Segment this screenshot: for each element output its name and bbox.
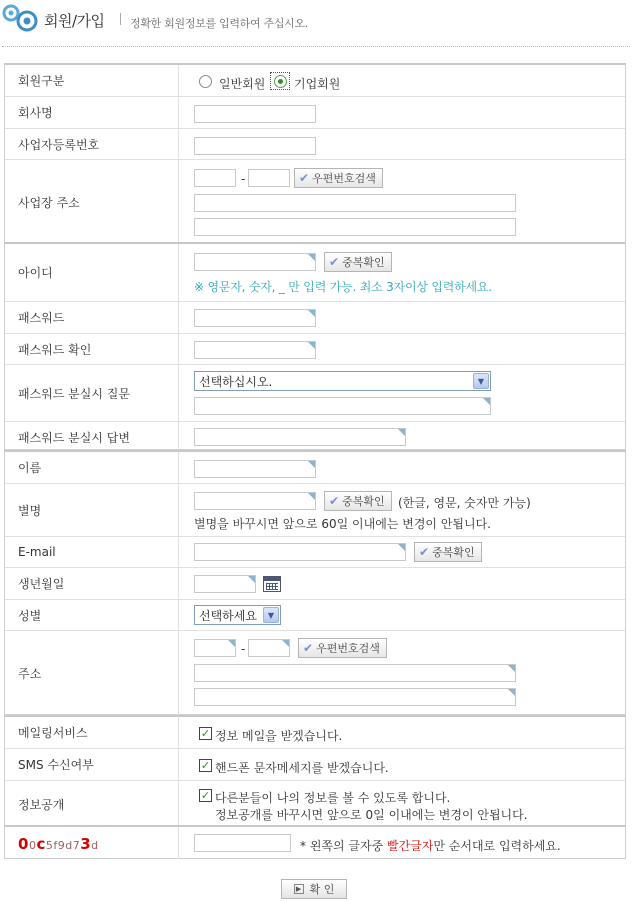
birthdate-input[interactable] <box>194 575 256 593</box>
header-divider <box>2 46 630 47</box>
chevron-down-icon: ▼ <box>473 373 489 389</box>
check-icon: ✔ <box>299 171 310 185</box>
address2-input[interactable] <box>194 688 516 706</box>
nickname-label: 별명 <box>5 484 179 536</box>
password-answer-input[interactable] <box>194 428 406 446</box>
sms-field <box>180 749 625 780</box>
public-info-row <box>5 780 625 827</box>
captcha-code <box>18 835 99 853</box>
password-field <box>180 302 625 333</box>
password-answer-label: 패스워드 분실시 답변 <box>5 422 179 452</box>
zip2-input[interactable] <box>248 639 290 657</box>
captcha-char-3: 5f9d7 <box>45 839 81 852</box>
captcha-section <box>4 825 626 859</box>
gender-select[interactable] <box>194 605 281 625</box>
public-info-label: 정보공개 <box>5 781 179 827</box>
birthdate-field <box>180 568 625 599</box>
captcha-char-0: 0 <box>18 835 29 853</box>
user-id-input[interactable] <box>194 253 316 271</box>
captcha-char-5: d <box>91 839 99 852</box>
nickname-check-button[interactable] <box>324 491 392 511</box>
company-name-row <box>5 96 625 128</box>
zip1-input[interactable] <box>194 639 236 657</box>
business-address-field <box>180 160 625 245</box>
user-id-check-label: 중복확인 <box>342 256 385 269</box>
business-zip-search-label: 우편번호검색 <box>312 172 376 185</box>
email-check-label: 중복확인 <box>432 546 475 559</box>
zip-search-label: 우편번호검색 <box>316 642 380 655</box>
password-question-row <box>5 364 625 421</box>
title-separator <box>120 13 121 25</box>
check-icon: ✔ <box>329 255 340 269</box>
gender-selected: 선택하세요 <box>199 608 257 623</box>
captcha-field <box>180 827 625 859</box>
member-type-field <box>180 65 625 96</box>
name-field <box>180 452 625 483</box>
nickname-row <box>5 483 625 536</box>
member-type-label: 회원구분 <box>5 65 179 96</box>
nickname-check-label: 중복확인 <box>342 495 385 508</box>
password-answer-field <box>180 422 625 452</box>
name-row <box>5 452 625 483</box>
radio-corporate-member[interactable] <box>274 75 287 88</box>
user-id-field <box>180 244 625 301</box>
mailing-field <box>180 717 625 748</box>
password-confirm-field <box>180 334 625 364</box>
check-icon: ✔ <box>419 545 430 559</box>
captcha-row <box>5 827 625 859</box>
page-subtitle: 정확한 회원정보를 입력하여 주십시오. <box>130 17 309 30</box>
chevron-down-icon: ▼ <box>263 607 279 623</box>
company-name-input[interactable] <box>194 105 316 123</box>
password-question-field <box>180 365 625 421</box>
business-address-row <box>5 159 625 245</box>
business-zip-search-button[interactable] <box>294 168 383 188</box>
user-id-row <box>5 244 625 301</box>
email-check-button[interactable] <box>414 542 482 562</box>
personal-info-section <box>4 450 626 715</box>
email-row <box>5 536 625 567</box>
business-number-row <box>5 128 625 159</box>
mailing-checkbox[interactable]: ✓ <box>200 727 211 740</box>
page-title: 회원/가입 <box>44 12 105 30</box>
name-input[interactable] <box>194 460 316 478</box>
captcha-label-cell <box>5 827 179 859</box>
password-question-input[interactable] <box>194 397 491 415</box>
sms-checkbox[interactable]: ✓ <box>200 759 211 772</box>
radio-general-member[interactable] <box>199 75 212 88</box>
captcha-char-4: 3 <box>80 835 92 853</box>
address-label: 주소 <box>5 631 179 715</box>
sms-row <box>5 748 625 780</box>
email-input[interactable] <box>194 543 406 561</box>
password-confirm-label: 패스워드 확인 <box>5 334 179 364</box>
business-zip2-input[interactable] <box>248 169 290 187</box>
password-question-label: 패스워드 분실시 질문 <box>5 365 179 421</box>
captcha-input[interactable] <box>194 834 291 852</box>
business-address1-input[interactable] <box>194 194 516 212</box>
nickname-input[interactable] <box>194 492 316 510</box>
business-zip1-input[interactable] <box>194 169 236 187</box>
sms-label: SMS 수신여부 <box>5 749 179 780</box>
radio-corporate-member-label: 기업회원 <box>294 77 341 91</box>
business-number-label: 사업자등록번호 <box>5 129 179 159</box>
confirm-button[interactable] <box>281 879 347 899</box>
gender-field <box>180 600 625 630</box>
public-info-field <box>180 781 625 827</box>
business-address2-input[interactable] <box>194 218 516 236</box>
address-field <box>180 631 625 715</box>
calendar-icon[interactable] <box>263 576 281 592</box>
sms-checkbox-label: 핸드폰 문자메세지를 받겠습니다. <box>215 761 389 775</box>
captcha-char-2: c <box>36 835 46 853</box>
password-confirm-input[interactable] <box>194 341 316 359</box>
captcha-instruction-suffix: 만 순서대로 입력하세요. <box>433 839 561 853</box>
password-answer-row <box>5 421 625 452</box>
page-header <box>0 0 634 48</box>
address-row <box>5 630 625 715</box>
company-name-field <box>180 97 625 128</box>
password-question-selected: 선택하십시오. <box>199 374 273 389</box>
birthdate-label: 생년월일 <box>5 568 179 599</box>
business-number-field <box>180 129 625 159</box>
password-input[interactable] <box>194 309 316 327</box>
name-label: 이름 <box>5 452 179 483</box>
business-address-label: 사업장 주소 <box>5 160 179 245</box>
password-row <box>5 301 625 333</box>
confirm-button-label: 확 인 <box>309 883 335 896</box>
public-info-checkbox-label: 다른분들이 나의 정보를 볼 수 있도록 합니다. <box>215 791 451 805</box>
captcha-char-1: 0 <box>28 839 37 852</box>
email-label: E-mail <box>5 537 179 567</box>
password-question-select[interactable] <box>194 371 491 391</box>
user-id-check-button[interactable] <box>324 252 392 272</box>
email-field <box>180 537 625 567</box>
captcha-instruction-prefix: * 왼쪽의 글자중 <box>300 839 387 853</box>
gender-row <box>5 599 625 630</box>
account-section <box>4 242 626 450</box>
preferences-section <box>4 715 626 827</box>
logo-circles-icon <box>2 4 40 34</box>
radio-general-member-label: 일반회원 <box>219 77 266 91</box>
birthdate-row <box>5 567 625 599</box>
member-type-row <box>5 65 625 96</box>
zip-separator: - <box>241 172 246 186</box>
mailing-label: 메일링서비스 <box>5 717 179 748</box>
public-info-note: 정보공개를 바꾸시면 앞으로 0일 이내에는 변경이 안됩니다. <box>215 808 528 822</box>
address1-input[interactable] <box>194 664 516 682</box>
check-icon: ✔ <box>303 641 314 655</box>
check-icon: ✔ <box>329 494 340 508</box>
nickname-note: (한글, 영문, 숫자만 가능) <box>398 496 531 510</box>
zip-search-button[interactable] <box>298 638 387 658</box>
password-label: 패스워드 <box>5 302 179 333</box>
user-id-hint: ※ 영문자, 숫자, _ 만 입력 가능. 최소 3자이상 입력하세요. <box>194 280 492 294</box>
nickname-field <box>180 484 625 536</box>
mailing-row <box>5 717 625 748</box>
mailing-checkbox-label: 정보 메일을 받겠습니다. <box>215 729 343 743</box>
company-name-label: 회사명 <box>5 97 179 128</box>
user-id-label: 아이디 <box>5 244 179 301</box>
zip-separator: - <box>241 642 246 656</box>
public-info-checkbox[interactable]: ✓ <box>200 789 211 802</box>
password-confirm-row <box>5 333 625 364</box>
captcha-instruction-highlight: 빨간글자 <box>387 839 434 853</box>
gender-label: 성별 <box>5 600 179 630</box>
nickname-hint: 별명을 바꾸시면 앞으로 60일 이내에는 변경이 안됩니다. <box>194 517 491 531</box>
captcha-instruction <box>300 837 561 854</box>
company-info-section <box>4 63 626 245</box>
business-number-input[interactable] <box>194 137 316 155</box>
arrow-right-icon: ▶ <box>294 884 304 894</box>
